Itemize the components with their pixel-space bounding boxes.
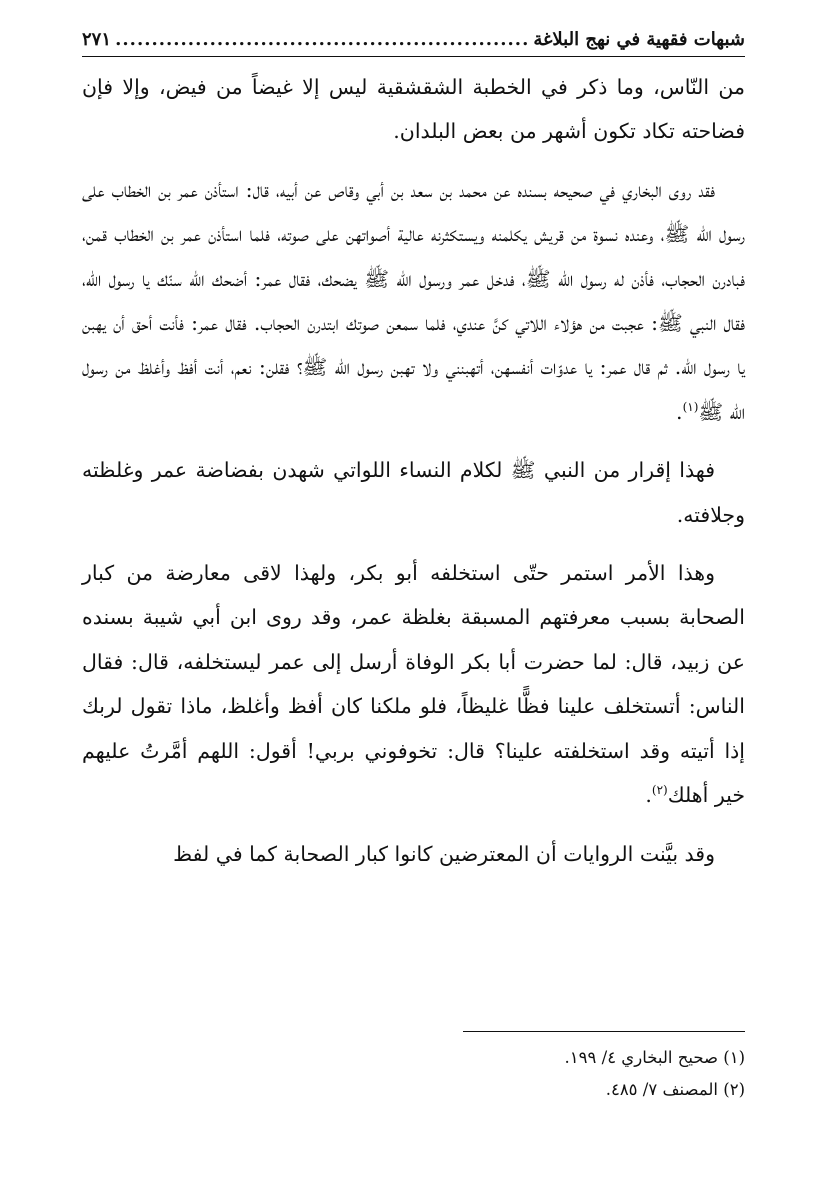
paragraph-text: فقد روى البخاري في صحيحه بسنده عن محمد بن سعد بن أبي وقاص عن أبيه، قال: استأذن عمر بن الخطاب على رسول الله ﷺ، وعنده نسوة من قريش يكلمنه ويستكثرنه عالية أصواتهن على صوته، فلما استأذن عمر بن الخطاب قمن، فبادرن الحجاب، فأذن له رسول الله ﷺ، فدخل عمر ورسول الله ﷺ يضحك، فقال عمر: أضحك الله سنّك يا رسول الله، فقال النبي ﷺ: عجبت من هؤلاء اللاتي كنَّ عندي، فلما سمعن صوتك ابتدرن الحجاب. فقال عمر: فأنت أحق أن يهبن يا رسول الله. ثم قال عمر: يا عدوّات أنفسهن، أتهبنني ولا تهبن رسول الله ﷺ؟ فقلن: نعم، أنت أفظ وأغلظ من رسول الله ﷺ [82,177,745,424]
paragraph-5 [82,832,745,876]
paragraph-end-punct: . [676,399,683,424]
paragraph-end-punct: . [645,783,652,808]
paragraph-text: وقد بيَّنت الروايات أن المعترضين كانوا كبار الصحابة كما في لفظ [173,841,715,866]
running-header [82,26,745,57]
document-page [82,26,745,890]
body-text [82,65,745,876]
paragraph-text: فهذا إقرار من النبي ﷺ لكلام النساء اللواتي شهدن بفضاضة عمر وغلظته وجلافته. [82,458,745,527]
header-title: شبهات فقهية في نهج البلاغة [533,29,745,50]
paragraph-3 [82,448,745,537]
footnote-separator [463,1031,745,1032]
paragraph-text: من النّاس، وما ذكر في الخطبة الشقشقية ليس إلا غيضاً من فيض، وإلا فإن فضاحته تكاد تكون أشهر من بعض البلدان. [82,75,745,144]
page-number: ٢٧١ [82,29,112,50]
footnote-ref-2[interactable]: (٢) [651,783,668,798]
paragraph-4 [82,551,745,817]
header-dot-leader [115,26,529,54]
paragraph-text: وهذا الأمر استمر حتّى استخلفه أبو بكر، ولهذا لاقى معارضة من كبار الصحابة بسبب معرفتهم المسبقة بغلظة عمر، وقد روى ابن أبي شيبة بسنده عن زبيد، قال: لما حضرت أبا بكر الوفاة أرسل إلى عمر ليستخلفه، قال: فقال الناس: أتستخلف علينا فظًّا غليظاً، فلو ملكنا كان أفظ وأغلظ، ماذا تقول لربك إذا أتيته وقد استخلفته علينا؟ قال: تخوفوني بربي! أقول: اللهم أمَّرتُ عليهم خير أهلك [82,561,745,808]
paragraph-1 [82,65,745,154]
paragraph-2 [82,168,745,434]
footnote-2: (٢) المصنف ٧/ ٤٨٥. [605,1080,745,1099]
footnote-ref-1[interactable]: (١) [682,400,699,415]
footnote-1: (١) صحيح البخاري ٤/ ١٩٩. [564,1048,745,1067]
footnotes [82,1042,745,1106]
